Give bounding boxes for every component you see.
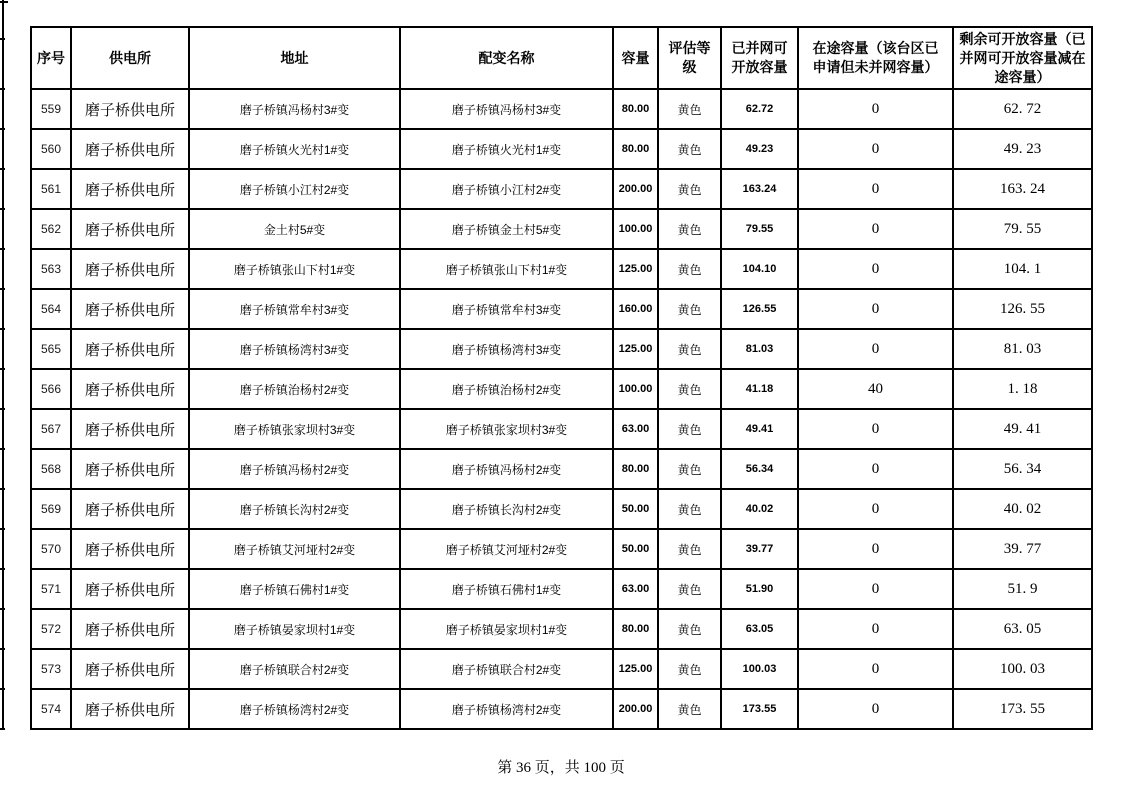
cell-seq: 569 <box>31 489 71 529</box>
cell-connected_open_capacity: 100.03 <box>721 649 798 689</box>
page-edge-tick <box>0 208 5 210</box>
cell-transformer: 磨子桥镇金土村5#变 <box>400 209 613 249</box>
cell-capacity: 63.00 <box>613 569 658 609</box>
page-edge-tick <box>0 728 5 730</box>
cell-grade: 黄色 <box>658 489 721 529</box>
cell-seq: 560 <box>31 129 71 169</box>
cell-station: 磨子桥供电所 <box>71 249 189 289</box>
cell-remaining_capacity: 39. 77 <box>953 529 1092 569</box>
cell-station: 磨子桥供电所 <box>71 129 189 169</box>
page-number: 第 36 页，共 100 页 <box>497 760 625 776</box>
cell-connected_open_capacity: 56.34 <box>721 449 798 489</box>
cell-remaining_capacity: 49. 41 <box>953 409 1092 449</box>
cell-seq: 562 <box>31 209 71 249</box>
cell-seq: 565 <box>31 329 71 369</box>
cell-station: 磨子桥供电所 <box>71 609 189 649</box>
cell-in_transit_capacity: 0 <box>798 409 953 449</box>
cell-station: 磨子桥供电所 <box>71 649 189 689</box>
cell-address: 磨子桥镇常牟村3#变 <box>189 289 400 329</box>
header-cell-connected_open_capacity: 已并网可开放容量 <box>721 27 798 89</box>
cell-remaining_capacity: 51. 9 <box>953 569 1092 609</box>
cell-station: 磨子桥供电所 <box>71 169 189 209</box>
cell-station: 磨子桥供电所 <box>71 569 189 609</box>
cell-connected_open_capacity: 49.23 <box>721 129 798 169</box>
cell-capacity: 80.00 <box>613 129 658 169</box>
cell-connected_open_capacity: 104.10 <box>721 249 798 289</box>
page-edge-tick <box>0 448 5 450</box>
page-edge-tick <box>0 168 5 170</box>
table-row <box>31 209 1092 249</box>
cell-grade: 黄色 <box>658 649 721 689</box>
cell-seq: 564 <box>31 289 71 329</box>
cell-capacity: 80.00 <box>613 89 658 129</box>
cell-capacity: 50.00 <box>613 529 658 569</box>
cell-grade: 黄色 <box>658 369 721 409</box>
cell-station: 磨子桥供电所 <box>71 329 189 369</box>
page-edge-tick <box>0 528 5 530</box>
cell-remaining_capacity: 100. 03 <box>953 649 1092 689</box>
table-row <box>31 609 1092 649</box>
cell-address: 磨子桥镇张家坝村3#变 <box>189 409 400 449</box>
cell-transformer: 磨子桥镇小江村2#变 <box>400 169 613 209</box>
cell-transformer: 磨子桥镇杨湾村2#变 <box>400 689 613 729</box>
cell-grade: 黄色 <box>658 609 721 649</box>
cell-seq: 568 <box>31 449 71 489</box>
cell-capacity: 63.00 <box>613 409 658 449</box>
cell-address: 磨子桥镇小江村2#变 <box>189 169 400 209</box>
cell-remaining_capacity: 81. 03 <box>953 329 1092 369</box>
page-edge-tick <box>0 1 8 3</box>
cell-address: 磨子桥镇治杨村2#变 <box>189 369 400 409</box>
cell-address: 磨子桥镇长沟村2#变 <box>189 489 400 529</box>
page-edge-tick <box>0 328 5 330</box>
cell-transformer: 磨子桥镇石佛村1#变 <box>400 569 613 609</box>
cell-station: 磨子桥供电所 <box>71 209 189 249</box>
cell-grade: 黄色 <box>658 209 721 249</box>
table-row <box>31 529 1092 569</box>
cell-station: 磨子桥供电所 <box>71 289 189 329</box>
cell-transformer: 磨子桥镇联合村2#变 <box>400 649 613 689</box>
cell-remaining_capacity: 173. 55 <box>953 689 1092 729</box>
table-row <box>31 489 1092 529</box>
cell-address: 磨子桥镇杨湾村3#变 <box>189 329 400 369</box>
cell-capacity: 125.00 <box>613 249 658 289</box>
cell-connected_open_capacity: 49.41 <box>721 409 798 449</box>
header-cell-in_transit_capacity: 在途容量（该台区已申请但未并网容量） <box>798 27 953 89</box>
cell-station: 磨子桥供电所 <box>71 369 189 409</box>
cell-in_transit_capacity: 0 <box>798 169 953 209</box>
cell-connected_open_capacity: 163.24 <box>721 169 798 209</box>
table-row <box>31 89 1092 129</box>
page-edge-tick <box>0 38 5 40</box>
cell-grade: 黄色 <box>658 689 721 729</box>
cell-grade: 黄色 <box>658 449 721 489</box>
table-row <box>31 569 1092 609</box>
cell-in_transit_capacity: 0 <box>798 249 953 289</box>
table-row <box>31 249 1092 289</box>
cell-grade: 黄色 <box>658 249 721 289</box>
cell-transformer: 磨子桥镇晏家坝村1#变 <box>400 609 613 649</box>
cell-station: 磨子桥供电所 <box>71 409 189 449</box>
cell-in_transit_capacity: 0 <box>798 529 953 569</box>
cell-remaining_capacity: 79. 55 <box>953 209 1092 249</box>
cell-in_transit_capacity: 0 <box>798 289 953 329</box>
header-row <box>31 27 1092 89</box>
cell-transformer: 磨子桥镇杨湾村3#变 <box>400 329 613 369</box>
cell-connected_open_capacity: 39.77 <box>721 529 798 569</box>
table-row <box>31 329 1092 369</box>
cell-remaining_capacity: 62. 72 <box>953 89 1092 129</box>
cell-grade: 黄色 <box>658 89 721 129</box>
cell-seq: 563 <box>31 249 71 289</box>
cell-in_transit_capacity: 0 <box>798 689 953 729</box>
cell-seq: 566 <box>31 369 71 409</box>
cell-grade: 黄色 <box>658 289 721 329</box>
header-cell-capacity: 容量 <box>613 27 658 89</box>
cell-seq: 571 <box>31 569 71 609</box>
table-row <box>31 369 1092 409</box>
page-edge-tick <box>0 608 5 610</box>
cell-transformer: 磨子桥镇常牟村3#变 <box>400 289 613 329</box>
cell-address: 磨子桥镇杨湾村2#变 <box>189 689 400 729</box>
cell-address: 金土村5#变 <box>189 209 400 249</box>
cell-transformer: 磨子桥镇火光村1#变 <box>400 129 613 169</box>
cell-address: 磨子桥镇冯杨村3#变 <box>189 89 400 129</box>
cell-address: 磨子桥镇冯杨村2#变 <box>189 449 400 489</box>
page-edge-tick <box>0 408 5 410</box>
cell-grade: 黄色 <box>658 569 721 609</box>
cell-station: 磨子桥供电所 <box>71 529 189 569</box>
cell-address: 磨子桥镇联合村2#变 <box>189 649 400 689</box>
header-cell-transformer: 配变名称 <box>400 27 613 89</box>
cell-grade: 黄色 <box>658 529 721 569</box>
cell-transformer: 磨子桥镇治杨村2#变 <box>400 369 613 409</box>
table-row <box>31 409 1092 449</box>
cell-transformer: 磨子桥镇冯杨村2#变 <box>400 449 613 489</box>
cell-seq: 573 <box>31 649 71 689</box>
cell-seq: 559 <box>31 89 71 129</box>
page-edge-line <box>2 0 4 730</box>
cell-station: 磨子桥供电所 <box>71 489 189 529</box>
cell-remaining_capacity: 49. 23 <box>953 129 1092 169</box>
header-cell-remaining_capacity: 剩余可开放容量（已并网可开放容量减在途容量） <box>953 27 1092 89</box>
cell-capacity: 100.00 <box>613 209 658 249</box>
page-edge-tick <box>0 288 5 290</box>
cell-connected_open_capacity: 62.72 <box>721 89 798 129</box>
cell-remaining_capacity: 63. 05 <box>953 609 1092 649</box>
cell-address: 磨子桥镇艾河垭村2#变 <box>189 529 400 569</box>
cell-capacity: 200.00 <box>613 169 658 209</box>
cell-transformer: 磨子桥镇冯杨村3#变 <box>400 89 613 129</box>
header-cell-grade: 评估等级 <box>658 27 721 89</box>
page-edge-tick <box>0 568 5 570</box>
cell-station: 磨子桥供电所 <box>71 449 189 489</box>
cell-seq: 561 <box>31 169 71 209</box>
cell-connected_open_capacity: 63.05 <box>721 609 798 649</box>
cell-capacity: 80.00 <box>613 449 658 489</box>
page-edge-tick <box>0 688 5 690</box>
cell-grade: 黄色 <box>658 409 721 449</box>
cell-capacity: 160.00 <box>613 289 658 329</box>
table-row <box>31 689 1092 729</box>
page-edge-tick <box>0 488 5 490</box>
cell-transformer: 磨子桥镇张家坝村3#变 <box>400 409 613 449</box>
cell-connected_open_capacity: 79.55 <box>721 209 798 249</box>
cell-transformer: 磨子桥镇张山下村1#变 <box>400 249 613 289</box>
header-cell-seq: 序号 <box>31 27 71 89</box>
table-row <box>31 649 1092 689</box>
page-edge-tick <box>0 128 5 130</box>
cell-remaining_capacity: 104. 1 <box>953 249 1092 289</box>
cell-remaining_capacity: 40. 02 <box>953 489 1092 529</box>
cell-station: 磨子桥供电所 <box>71 689 189 729</box>
cell-seq: 570 <box>31 529 71 569</box>
cell-remaining_capacity: 56. 34 <box>953 449 1092 489</box>
cell-in_transit_capacity: 0 <box>798 449 953 489</box>
table-row <box>31 289 1092 329</box>
cell-seq: 574 <box>31 689 71 729</box>
page-edge-tick <box>0 368 5 370</box>
cell-capacity: 200.00 <box>613 689 658 729</box>
cell-grade: 黄色 <box>658 129 721 169</box>
cell-in_transit_capacity: 0 <box>798 209 953 249</box>
cell-in_transit_capacity: 0 <box>798 329 953 369</box>
cell-transformer: 磨子桥镇长沟村2#变 <box>400 489 613 529</box>
table-row <box>31 449 1092 489</box>
table-row <box>31 129 1092 169</box>
cell-in_transit_capacity: 0 <box>798 129 953 169</box>
cell-remaining_capacity: 163. 24 <box>953 169 1092 209</box>
cell-in_transit_capacity: 0 <box>798 569 953 609</box>
cell-capacity: 100.00 <box>613 369 658 409</box>
cell-in_transit_capacity: 40 <box>798 369 953 409</box>
cell-in_transit_capacity: 0 <box>798 89 953 129</box>
header-cell-address: 地址 <box>189 27 400 89</box>
cell-address: 磨子桥镇晏家坝村1#变 <box>189 609 400 649</box>
page-edge-tick <box>0 648 5 650</box>
page-edge-tick <box>0 88 5 90</box>
cell-remaining_capacity: 126. 55 <box>953 289 1092 329</box>
cell-transformer: 磨子桥镇艾河垭村2#变 <box>400 529 613 569</box>
cell-station: 磨子桥供电所 <box>71 89 189 129</box>
cell-in_transit_capacity: 0 <box>798 489 953 529</box>
cell-seq: 567 <box>31 409 71 449</box>
cell-connected_open_capacity: 173.55 <box>721 689 798 729</box>
cell-address: 磨子桥镇张山下村1#变 <box>189 249 400 289</box>
cell-grade: 黄色 <box>658 329 721 369</box>
cell-connected_open_capacity: 51.90 <box>721 569 798 609</box>
page-edge-tick <box>0 248 5 250</box>
cell-connected_open_capacity: 40.02 <box>721 489 798 529</box>
cell-seq: 572 <box>31 609 71 649</box>
cell-capacity: 80.00 <box>613 609 658 649</box>
cell-address: 磨子桥镇石佛村1#变 <box>189 569 400 609</box>
capacity-table <box>30 26 1093 730</box>
cell-address: 磨子桥镇火光村1#变 <box>189 129 400 169</box>
cell-in_transit_capacity: 0 <box>798 609 953 649</box>
cell-connected_open_capacity: 41.18 <box>721 369 798 409</box>
cell-connected_open_capacity: 126.55 <box>721 289 798 329</box>
cell-grade: 黄色 <box>658 169 721 209</box>
cell-in_transit_capacity: 0 <box>798 649 953 689</box>
table-row <box>31 169 1092 209</box>
cell-remaining_capacity: 1. 18 <box>953 369 1092 409</box>
cell-capacity: 50.00 <box>613 489 658 529</box>
cell-capacity: 125.00 <box>613 649 658 689</box>
header-cell-station: 供电所 <box>71 27 189 89</box>
cell-capacity: 125.00 <box>613 329 658 369</box>
cell-connected_open_capacity: 81.03 <box>721 329 798 369</box>
